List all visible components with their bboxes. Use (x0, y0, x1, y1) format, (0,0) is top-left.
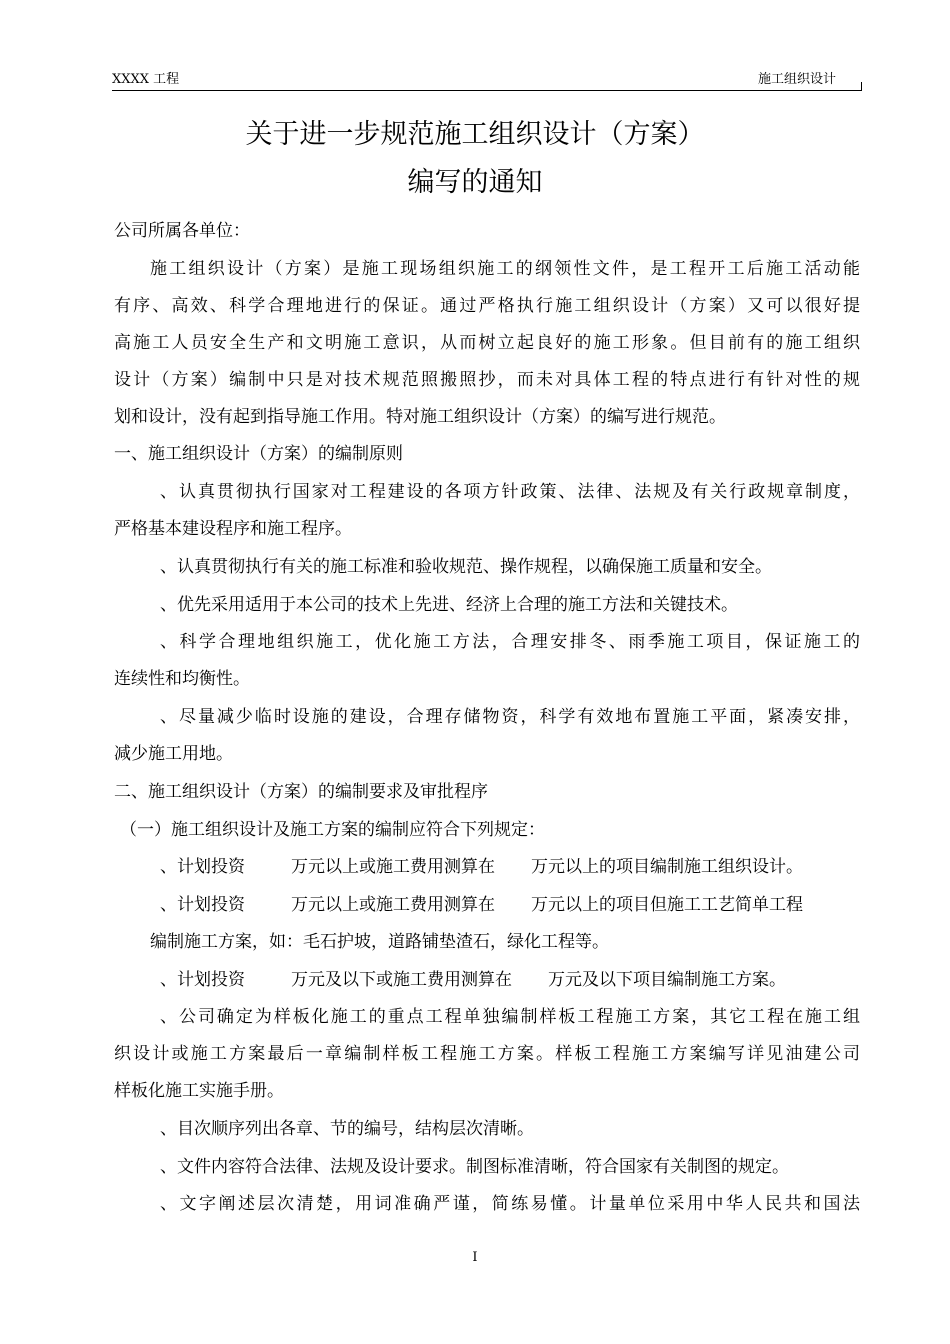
list-item-text: 万元以上或施工费用测算在 (291, 857, 495, 877)
list-item: 、尽量减少临时设施的建设，合理存储物资，科学有效地布置施工平面，紧凑安排， (160, 707, 860, 727)
list-item-text: 万元以上或施工费用测算在 (291, 895, 495, 915)
list-item-text: 万元以上的项目但施工工艺简单工程 (531, 895, 803, 915)
header-project-name: XXXX 工程 (112, 72, 180, 87)
list-item-text: 、计划投资 (160, 857, 245, 877)
list-item (160, 893, 803, 917)
paragraph-line: 高施工人员安全生产和文明施工意识，从而树立起良好的施工形象。但目前有的施工组织 (114, 333, 860, 353)
document-title: 关于进一步规范施工组织设计（方案） (245, 119, 705, 150)
page-header (112, 70, 862, 91)
list-item: 、目次顺序列出各章、节的编号，结构层次清晰。 (160, 1119, 534, 1139)
paragraph-line: 施工组织设计（方案）是施工现场组织施工的纲领性文件，是工程开工后施工活动能 (150, 259, 860, 279)
paragraph-line: 设计（方案）编制中只是对技术规范照搬照抄，而未对具体工程的特点进行有针对性的规 (114, 370, 860, 390)
list-item-continuation: 样板化施工实施手册。 (114, 1081, 284, 1101)
list-item: 、科学合理地组织施工，优化施工方法，合理安排冬、雨季施工项目，保证施工的 (160, 632, 860, 652)
list-item-text: 万元及以下项目编制施工方案。 (548, 970, 786, 990)
salutation: 公司所属各单位： (114, 221, 250, 241)
paragraph-line: 划和设计，没有起到指导施工作用。特对施工组织设计（方案）的编写进行规范。 (114, 407, 726, 427)
list-item (160, 855, 803, 879)
list-item-continuation: 织设计或施工方案最后一章编制样板工程施工方案。样板工程施工方案编写详见油建公司 (114, 1044, 860, 1064)
subsection-heading: （一）施工组织设计及施工方案的编制应符合下列规定： (120, 820, 545, 840)
list-item-text: 、计划投资 (160, 970, 245, 990)
header-doc-type: 施工组织设计 (757, 72, 836, 87)
page-number: I (472, 1250, 478, 1265)
header-rule-tick (861, 82, 862, 91)
section-heading: 二、施工组织设计（方案）的编制要求及审批程序 (114, 782, 488, 802)
paragraph-line: 有序、高效、科学合理地进行的保证。通过严格执行施工组织设计（方案）又可以很好提 (114, 296, 860, 316)
list-item-text: 万元以上的项目编制施工组织设计。 (531, 857, 803, 877)
list-item: 、优先采用适用于本公司的技术上先进、经济上合理的施工方法和关键技术。 (160, 595, 738, 615)
list-item: 、认真贯彻执行国家对工程建设的各项方针政策、法律、法规及有关行政规章制度， (160, 482, 860, 502)
document-subtitle: 编写的通知 (407, 167, 543, 198)
list-item-text: 万元及以下或施工费用测算在 (291, 970, 512, 990)
list-item: 、公司确定为样板化施工的重点工程单独编制样板工程施工方案，其它工程在施工组 (160, 1007, 860, 1027)
section-heading: 一、施工组织设计（方案）的编制原则 (114, 444, 403, 464)
list-item-continuation: 编制施工方案，如：毛石护坡，道路铺垫渣石，绿化工程等。 (150, 932, 609, 952)
list-item (160, 968, 786, 992)
list-item-continuation: 减少施工用地。 (114, 744, 233, 764)
list-item-continuation: 连续性和均衡性。 (114, 669, 250, 689)
list-item-text: 、计划投资 (160, 895, 245, 915)
list-item: 、文件内容符合法律、法规及设计要求。制图标准清晰，符合国家有关制图的规定。 (160, 1157, 789, 1177)
list-item: 、认真贯彻执行有关的施工标准和验收规范、操作规程，以确保施工质量和安全。 (160, 557, 772, 577)
list-item-continuation: 严格基本建设程序和施工程序。 (114, 519, 352, 539)
list-item: 、文字阐述层次清楚，用词准确严谨，简练易懂。计量单位采用中华人民共和国法 (160, 1194, 860, 1214)
